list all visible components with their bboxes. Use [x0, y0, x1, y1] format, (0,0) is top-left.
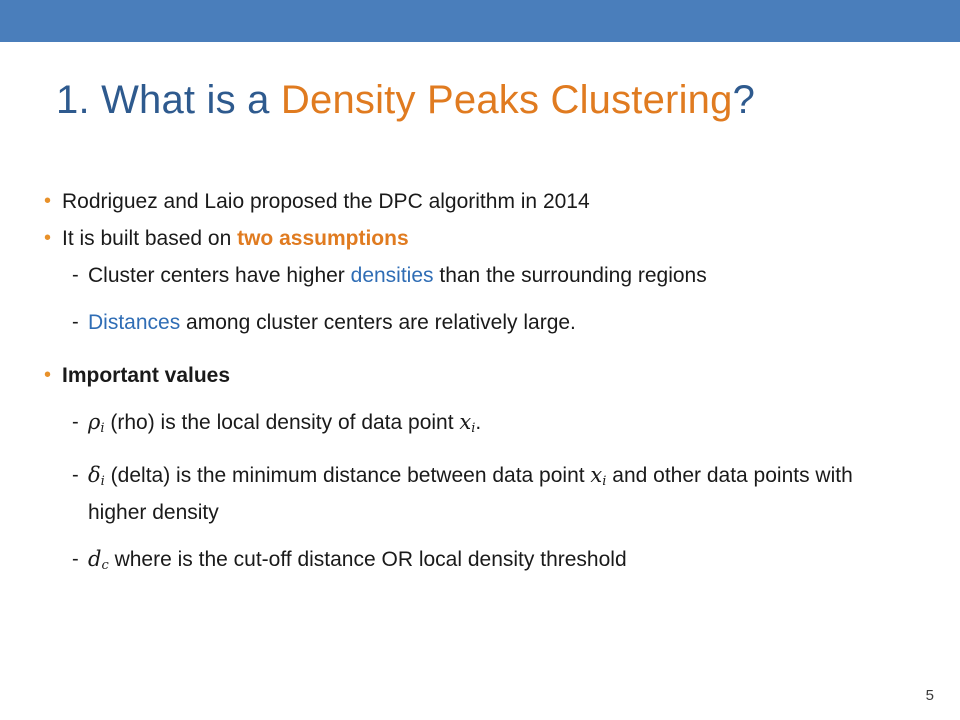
bullet-2-emphasis: two assumptions: [237, 227, 409, 250]
x-symbol: [459, 410, 475, 434]
sub-item-1: [72, 260, 924, 291]
bullet-item-3: [44, 360, 924, 391]
sub-item-3-suffix: .: [475, 411, 482, 434]
sub-item-1-highlight: densities: [350, 264, 434, 287]
sub-item-5-text: [88, 544, 627, 581]
delta-symbol: [88, 463, 105, 487]
slide-body: [44, 186, 924, 587]
bullet-glyph-icon: •: [44, 227, 52, 249]
title-suffix: ?: [732, 78, 756, 122]
top-decorative-band: [0, 0, 960, 42]
sub-item-2-text: [88, 307, 576, 338]
dash-glyph-icon: -: [72, 264, 79, 286]
bullet-item-1: [44, 186, 924, 217]
x-glyph: x: [459, 410, 472, 434]
sub-item-1-suffix: than the surrounding regions: [433, 264, 707, 287]
d-glyph: d: [88, 547, 102, 571]
spacer: [44, 297, 924, 307]
sub-item-3: [72, 407, 924, 444]
dash-glyph-icon: -: [72, 311, 79, 333]
sub-item-1-text: [88, 260, 707, 291]
spacer: [44, 534, 924, 544]
dash-glyph-icon: -: [72, 548, 79, 570]
bullet-2-prefix: It is built based on: [62, 227, 238, 250]
x-symbol: [590, 463, 606, 487]
sub-item-5-body: where is the cut-off distance OR local density threshold: [114, 548, 627, 571]
sub-item-4-suffix: and other data points with higher density: [88, 464, 853, 524]
sub-item-5: [72, 544, 924, 581]
x-subscript: i: [471, 421, 476, 436]
rho-subscript: i: [100, 421, 105, 436]
sub-item-1-prefix: Cluster centers have higher: [88, 264, 351, 287]
sub-item-4: [72, 460, 924, 528]
sub-item-4-text: [88, 460, 908, 528]
sub-item-2-suffix: among cluster centers are relatively large.: [180, 311, 576, 334]
sub-item-3-prefix: (rho) is the local density of data point: [110, 411, 460, 434]
rho-symbol: [88, 410, 105, 434]
spacer: [44, 344, 924, 360]
bullet-2-text: [62, 223, 409, 254]
dc-symbol: [88, 547, 109, 571]
sub-item-3-text: [88, 407, 481, 444]
title-accent: Density Peaks Clustering: [280, 78, 733, 122]
dash-glyph-icon: -: [72, 464, 79, 486]
bullet-glyph-icon: •: [44, 364, 52, 386]
bullet-glyph-icon: •: [44, 190, 52, 212]
bullet-item-2: [44, 223, 924, 254]
spacer: [44, 397, 924, 407]
delta-glyph: δ: [88, 463, 101, 487]
bullet-1-text: Rodriguez and Laio proposed the DPC algorithm in 2014: [62, 190, 590, 213]
sub-item-2: [72, 307, 924, 338]
dash-glyph-icon: -: [72, 411, 79, 433]
title-prefix: 1. What is a: [56, 78, 281, 122]
spacer: [44, 450, 924, 460]
bullet-3-text: Important values: [62, 364, 231, 387]
page-title: [56, 78, 755, 123]
page-number: 5: [925, 687, 934, 704]
x-glyph: x: [590, 463, 603, 487]
x-subscript: i: [602, 474, 607, 489]
sub-item-4-prefix: (delta) is the minimum distance between data point: [110, 464, 591, 487]
delta-subscript: i: [100, 474, 105, 489]
rho-glyph: ρ: [88, 410, 101, 434]
sub-item-2-highlight: Distances: [88, 311, 181, 334]
d-subscript: c: [101, 558, 109, 573]
